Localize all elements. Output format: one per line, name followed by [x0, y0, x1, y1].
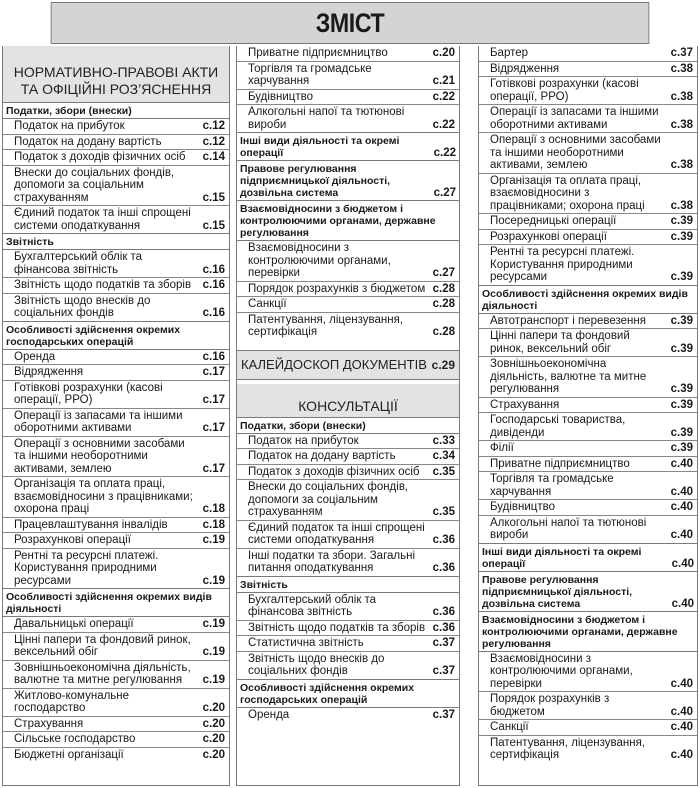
toc-column-2 — [236, 46, 460, 786]
toc-page-number: с.17 — [202, 422, 225, 434]
toc-entry-title: Страхування — [490, 398, 560, 411]
toc-entry[interactable] — [237, 241, 459, 282]
toc-entry-title: Порядок розрахунків з бюджетом — [490, 693, 610, 718]
toc-entry-title: Посередницькі операції — [490, 215, 617, 227]
toc-entry-title: Бюджетні організації — [14, 748, 124, 761]
toc-entry-title: Рентні та ресурсні платежі. Користування природними ресурсами — [14, 549, 159, 587]
toc-section-header: Взаємовідносини з бюджетом і контролюючими органами, державне регулювання — [237, 200, 459, 240]
toc-entry-title: Зовнішньоекономічна діяльність, валютне та митне регулювання — [14, 661, 191, 686]
toc-page-number: с.39 — [670, 314, 693, 327]
toc-entry-title: Готівкові розрахунки (касові операції, РРО) — [490, 78, 639, 103]
toc-entry-title: Страхування — [14, 717, 84, 730]
toc-entry-title: Розрахункові операції — [490, 230, 607, 243]
toc-entry-title: Організація та оплата праці, взаємовідносини з працівниками; охорона праці — [14, 478, 193, 515]
toc-page-number: с.39 — [670, 383, 693, 395]
toc-entry[interactable] — [237, 62, 459, 90]
toc-entry[interactable] — [3, 633, 229, 661]
toc-entry[interactable] — [479, 441, 697, 457]
toc-page-number: с.16 — [202, 263, 225, 276]
toc-page-number: с.36 — [432, 534, 455, 546]
toc-entry[interactable] — [237, 593, 459, 621]
toc-entry-title: Операції з основними засобами та іншими необоротними активами, землею — [490, 134, 661, 171]
toc-page-number: с.27 — [433, 187, 456, 199]
toc-entry-title: Алкогольні напої та тютюнові вироби — [248, 106, 405, 131]
toc-page-number: с.19 — [202, 674, 225, 686]
toc-entry-title: Зовнішньоекономічна діяльність, валютне та митне регулювання — [490, 358, 647, 395]
toc-page-number: с.37 — [432, 637, 455, 649]
toc-entry[interactable] — [3, 119, 229, 135]
toc-page-number: с.37 — [432, 708, 455, 721]
toc-entry-title: Відрядження — [14, 366, 84, 378]
toc-entry-title: Внески до соціальних фондів, допомоги за соціальним страхуванням — [248, 481, 409, 518]
toc-section-row[interactable] — [479, 543, 697, 571]
toc-entry-title: Порядок розрахунків з бюджетом — [248, 282, 426, 295]
kaleidoscope-section[interactable] — [237, 350, 459, 380]
toc-entry[interactable] — [479, 77, 697, 105]
toc-list — [237, 592, 459, 679]
toc-list — [3, 616, 229, 762]
toc-section-header: Особливості здійснення окремих видів діяльності — [3, 588, 229, 616]
toc-section-header: Особливості здійснення окремих господарських операцій — [237, 679, 459, 707]
toc-page-number: с.19 — [202, 574, 225, 587]
toc-entry[interactable] — [237, 449, 459, 465]
toc-entry-title: Операції із запасами та іншими оборотними активами — [14, 409, 183, 434]
toc-page-number: с.40 — [670, 677, 693, 690]
toc-page-number: с.35 — [432, 465, 455, 478]
toc-entry-title: Взаємовідносини з контролюючими органами, перевірки — [248, 242, 391, 279]
toc-entry-title: Автотранспорт і перевезення — [490, 314, 646, 327]
toc-entry-title: Давальницькі операції — [14, 618, 134, 630]
toc-entry[interactable] — [3, 250, 229, 278]
toc-entry-title: Взаємовідносини з контролюючими органами, перевірки — [490, 652, 633, 690]
toc-list — [479, 46, 697, 285]
toc-page-number: с.38 — [670, 62, 693, 75]
toc-entry-title: Внески до соціальних фондів, допомоги за соціальним страхуванням — [14, 166, 175, 204]
toc-entry-title: Цінні папери та фондовий ринок, вексельний обіг — [490, 330, 630, 355]
toc-page-number: с.19 — [202, 618, 225, 630]
toc-page-number: с.39 — [670, 215, 693, 227]
toc-entry-title: Патентування, ліцензування, сертифікація — [490, 736, 645, 761]
toc-page-number: с.33 — [432, 434, 455, 447]
toc-page-number: с.20 — [202, 748, 225, 761]
toc-page-number: с.19 — [202, 646, 225, 658]
toc-section-title: Інші види діяльності та окремі операції — [482, 545, 642, 570]
toc-entry-title: Працевлаштування інвалідів — [14, 518, 168, 531]
toc-entry[interactable] — [3, 661, 229, 689]
toc-page-number: с.20 — [202, 702, 225, 714]
toc-page-number: с.17 — [202, 366, 225, 378]
toc-entry[interactable] — [237, 46, 459, 62]
toc-page-number: с.14 — [202, 151, 225, 163]
toc-entry-title: Приватне підприємництво — [248, 47, 388, 59]
toc-entry-title: Податок на додану вартість — [248, 450, 396, 462]
toc-page-number: с.27 — [432, 267, 455, 279]
toc-page-number: с.28 — [432, 298, 455, 310]
toc-entry-title: Операції з основними засобами та іншими необоротними активами, землею — [14, 437, 185, 475]
toc-entry-title: Торгівля та громадське харчування — [490, 473, 614, 498]
toc-entry[interactable] — [237, 521, 459, 549]
toc-page-number: с.40 — [671, 597, 694, 610]
toc-entry[interactable] — [3, 732, 229, 748]
toc-list — [3, 103, 229, 762]
toc-page-number: с.40 — [670, 485, 693, 498]
toc-page-number: с.15 — [202, 191, 225, 204]
toc-entry-title: Єдиний податок та інші спрощені системи оподаткування — [14, 207, 191, 232]
toc-page-number: с.20 — [202, 717, 225, 730]
toc-entry-title: Податок з доходів фізичних осіб — [14, 151, 186, 163]
toc-entry[interactable] — [3, 166, 229, 207]
toc-page-number: с.21 — [432, 75, 455, 87]
toc-page-number: с.35 — [432, 506, 455, 518]
toc-page-number: с.39 — [670, 230, 693, 243]
toc-entry[interactable] — [237, 105, 459, 132]
toc-entry-title: Будівництво — [248, 90, 314, 103]
toc-list — [479, 313, 697, 543]
toc-entry[interactable] — [3, 533, 229, 549]
toc-page-number: с.40 — [671, 557, 694, 570]
toc-entry[interactable] — [3, 409, 229, 437]
toc-entry-title: Цінні папери та фондовий ринок, вексельний обіг — [14, 633, 191, 658]
toc-entry[interactable] — [237, 480, 459, 521]
toc-entry[interactable] — [479, 230, 697, 246]
toc-page-number: с.39 — [670, 271, 693, 283]
toc-entry[interactable] — [479, 457, 697, 473]
toc-page-number: с.36 — [432, 606, 455, 618]
toc-entry[interactable] — [479, 413, 697, 441]
toc-page-number: с.37 — [670, 47, 693, 59]
toc-page-number: с.40 — [670, 721, 693, 733]
toc-entry-title: Звітність щодо внесків до соціальних фондів — [248, 652, 385, 677]
toc-entry[interactable] — [237, 621, 459, 637]
toc-section-title: Правове регулювання підприємницької діяльності, дозвільна система — [482, 573, 633, 610]
toc-page-number: с.19 — [202, 534, 225, 546]
toc-page-number: с.12 — [202, 135, 225, 148]
toc-entry-title: Розрахункові операції — [14, 534, 131, 546]
toc-entry[interactable] — [3, 549, 229, 589]
toc-entry[interactable] — [479, 174, 697, 215]
toc-entry-title: Податок з доходів фізичних осіб — [248, 465, 420, 478]
toc-entry[interactable] — [237, 636, 459, 652]
toc-section-row[interactable] — [237, 132, 459, 160]
toc-section-header: Особливості здійснення окремих видів діяльності — [479, 285, 697, 313]
toc-entry-title: Оренда — [14, 350, 56, 363]
toc-entry[interactable] — [479, 62, 697, 78]
toc-column-1 — [2, 46, 230, 786]
toc-list — [237, 46, 459, 132]
toc-list — [237, 240, 459, 340]
toc-page-number: с.38 — [670, 90, 693, 103]
toc-page-number: с.39 — [670, 398, 693, 411]
toc-page-number: с.38 — [670, 159, 693, 171]
toc-entry[interactable] — [479, 105, 697, 133]
toc-entry[interactable] — [479, 314, 697, 330]
toc-list — [237, 418, 459, 723]
toc-entry-title: Звітність щодо податків та зборів — [248, 621, 426, 634]
toc-page-number: с.28 — [432, 282, 455, 295]
toc-entry[interactable] — [237, 313, 459, 340]
toc-page-number: с.36 — [432, 621, 455, 634]
toc-page-number: с.39 — [670, 442, 693, 454]
toc-entry[interactable] — [3, 365, 229, 381]
toc-page-number: с.37 — [432, 665, 455, 677]
toc-entry[interactable] — [3, 278, 229, 294]
page-title: ЗМІСТ — [51, 2, 650, 44]
toc-entry[interactable] — [3, 381, 229, 409]
toc-page-number: с.12 — [202, 120, 225, 132]
toc-entry[interactable] — [479, 398, 697, 414]
toc-entry[interactable] — [3, 477, 229, 518]
toc-page-number: с.22 — [433, 147, 456, 159]
kaleidoscope-title: КАЛЕЙДОСКОП ДОКУМЕНТІВ — [241, 357, 427, 372]
toc-page-number: с.20 — [432, 47, 455, 59]
toc-section-row[interactable] — [237, 160, 459, 200]
toc-entry-title: Філії — [490, 442, 514, 454]
toc-entry[interactable] — [479, 652, 697, 693]
toc-entry[interactable] — [3, 206, 229, 233]
toc-section-title: Інші види діяльності та окремі операції — [240, 135, 400, 159]
toc-entry-title: Господарські товариства, дивіденди — [490, 414, 626, 439]
toc-entry[interactable] — [3, 135, 229, 151]
toc-section-title: Правове регулювання підприємницької діяльності, дозвільна система — [240, 163, 391, 199]
toc-list — [237, 707, 459, 723]
toc-entry-title: Бухгалтерський облік та фінансова звітність — [248, 593, 377, 618]
toc-section-header: Податки, збори (внески) — [240, 419, 366, 432]
toc-entry[interactable] — [3, 717, 229, 733]
toc-page-number: с.22 — [432, 118, 455, 131]
toc-entry-title: Бартер — [490, 47, 529, 59]
toc-page-number: с.40 — [670, 501, 693, 513]
toc-section-header: Звітність — [237, 576, 459, 592]
toc-entry[interactable] — [3, 437, 229, 478]
toc-page-number: с.16 — [202, 279, 225, 291]
toc-entry[interactable] — [237, 434, 459, 450]
toc-entry[interactable] — [3, 150, 229, 166]
toc-entry[interactable] — [3, 350, 229, 366]
toc-entry-title: Житлово-комунальне господарство — [14, 689, 130, 714]
toc-entry[interactable] — [479, 133, 697, 174]
toc-page-number: с.38 — [670, 199, 693, 212]
toc-entry-title: Звітність щодо податків та зборів — [14, 279, 192, 291]
toc-entry-title: Податок на додану вартість — [14, 135, 162, 148]
toc-entry[interactable] — [237, 90, 459, 106]
toc-entry-title: Приватне підприємництво — [490, 457, 630, 470]
toc-entry[interactable] — [479, 472, 697, 500]
toc-page-number: с.16 — [202, 307, 225, 319]
toc-entry[interactable] — [3, 294, 229, 321]
toc-entry[interactable] — [479, 736, 697, 763]
toc-entry[interactable] — [479, 692, 697, 720]
toc-entry-title: Рентні та ресурсні платежі. Користування природними ресурсами — [490, 246, 635, 283]
toc-page-number: с.34 — [432, 450, 455, 462]
section-heading-consultations: КОНСУЛЬТАЦІЇ — [237, 384, 459, 418]
toc-entry[interactable] — [237, 465, 459, 481]
toc-list — [3, 118, 229, 233]
toc-entry[interactable] — [237, 282, 459, 298]
toc-entry-title: Торгівля та громадське харчування — [248, 62, 372, 87]
toc-page-number: с.39 — [670, 426, 693, 439]
section-heading-normative: НОРМАТИВНО-ПРАВОВІ АКТИ ТА ОФІЦІЙНІ РОЗ’ЯСНЕННЯ — [3, 46, 229, 103]
toc-entry[interactable] — [479, 357, 697, 398]
toc-entry[interactable] — [237, 708, 459, 723]
toc-entry-title: Сільське господарство — [14, 733, 136, 745]
toc-page-number: с.20 — [202, 733, 225, 745]
toc-entry[interactable] — [3, 748, 229, 763]
toc-entry-title: Алкогольні напої та тютюнові вироби — [490, 516, 647, 541]
toc-entry-title: Санкції — [490, 721, 529, 733]
toc-entry-title: Єдиний податок та інші спрощені системи оподаткування — [248, 521, 425, 546]
toc-list — [3, 349, 229, 589]
toc-list — [237, 433, 459, 576]
toc-page-number: с.40 — [670, 705, 693, 718]
toc-entry-title: Готівкові розрахунки (касові операції, РРО) — [14, 381, 163, 406]
toc-column-3 — [478, 46, 698, 786]
toc-entry[interactable] — [237, 297, 459, 313]
toc-page-number: с.22 — [432, 90, 455, 103]
toc-entry[interactable] — [3, 518, 229, 534]
toc-page-number: с.29 — [431, 357, 455, 372]
toc-page-number: с.28 — [432, 326, 455, 338]
toc-entry-title: Оренда — [248, 708, 290, 721]
toc-page-number: с.17 — [202, 462, 225, 475]
toc-list — [3, 249, 229, 321]
toc-entry[interactable] — [237, 549, 459, 576]
toc-entry[interactable] — [479, 516, 697, 543]
toc-page-number: с.36 — [432, 562, 455, 574]
toc-entry-title: Статистична звітність — [248, 637, 364, 649]
toc-entry[interactable] — [3, 689, 229, 717]
toc-page-number: с.15 — [202, 219, 225, 232]
toc-section-row[interactable] — [479, 571, 697, 611]
toc-section-header: Особливості здійснення окремих господарських операцій — [3, 321, 229, 349]
toc-section-header: Звітність — [3, 233, 229, 249]
toc-entry-title: Санкції — [248, 298, 287, 310]
toc-entry[interactable] — [479, 720, 697, 736]
toc-entry[interactable] — [479, 214, 697, 230]
toc-entry-title: Звітність щодо внесків до соціальних фондів — [14, 294, 151, 319]
toc-page-number: с.17 — [202, 394, 225, 406]
toc-entry-title: Організація та оплата праці, взаємовідносини з працівниками; охорона праці — [490, 174, 645, 212]
toc-entry-title: Патентування, ліцензування, сертифікація — [248, 313, 403, 338]
toc-entry-title: Відрядження — [490, 62, 560, 75]
toc-list — [479, 651, 697, 763]
toc-entry[interactable] — [479, 245, 697, 285]
toc-entry[interactable] — [479, 329, 697, 357]
toc-page-number: с.40 — [670, 749, 693, 761]
toc-page-number: с.18 — [202, 518, 225, 531]
toc-entry-title: Податок на прибуток — [248, 434, 359, 447]
toc-entry-title: Податок на прибуток — [14, 120, 125, 132]
toc-entry-title: Бухгалтерський облік та фінансова звітність — [14, 251, 143, 276]
toc-section-header: Податки, збори (внески) — [6, 105, 132, 117]
toc-entry[interactable] — [3, 617, 229, 633]
toc-page-number: с.16 — [202, 350, 225, 363]
toc-entry-title: Будівництво — [490, 501, 556, 513]
toc-page-number: с.18 — [202, 503, 225, 515]
toc-page-number: с.40 — [670, 529, 693, 541]
toc-entry-title: Операції із запасами та іншими оборотними активами — [490, 106, 659, 131]
toc-entry[interactable] — [479, 46, 697, 62]
toc-entry[interactable] — [479, 500, 697, 516]
toc-section-header: Взаємовідносини з бюджетом і контролюючими органами, державне регулювання — [479, 611, 697, 651]
toc-page-number: с.38 — [670, 118, 693, 131]
toc-entry[interactable] — [237, 652, 459, 679]
toc-page-number: с.40 — [670, 457, 693, 470]
toc-page-number: с.39 — [670, 342, 693, 355]
toc-entry-title: Інші податки та збори. Загальні питання оподаткування — [248, 549, 416, 574]
